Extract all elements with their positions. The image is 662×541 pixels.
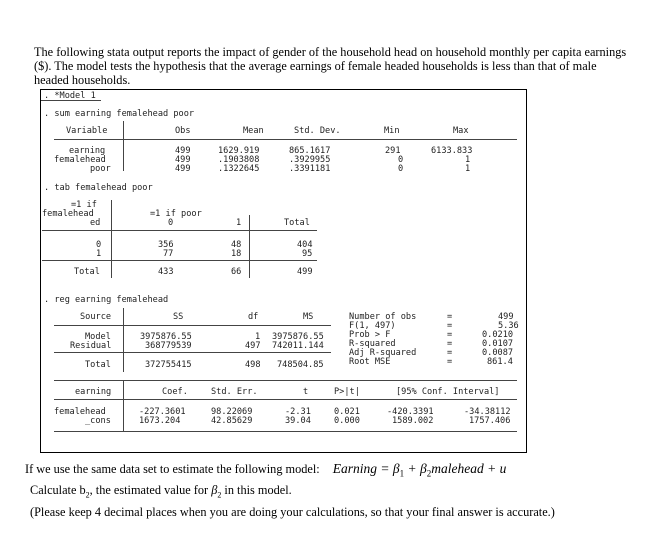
coef-cell: -34.38112 bbox=[464, 407, 511, 417]
coef-bottom-rule bbox=[54, 431, 517, 432]
coef-header-coef: Coef. bbox=[162, 387, 188, 397]
sum-cell: 0 bbox=[398, 155, 404, 165]
fit-stat-equals: = bbox=[447, 330, 453, 340]
anova-cell: 3975876.55 bbox=[272, 332, 324, 342]
fit-stat-value: 5.36 bbox=[498, 321, 519, 331]
coef-cell: 98.22069 bbox=[211, 407, 253, 417]
sum-header-sd: Std. Dev. bbox=[294, 126, 341, 136]
coef-cell: 1589.002 bbox=[392, 416, 434, 426]
tab-cell: 1 bbox=[96, 249, 102, 259]
anova-header-ss: SS bbox=[173, 312, 184, 322]
anova-cell: 368779539 bbox=[145, 341, 192, 351]
coef-cell: 0.000 bbox=[334, 416, 360, 426]
anova-total-rule bbox=[54, 352, 331, 353]
sum-header-mean: Mean bbox=[243, 126, 264, 136]
fit-stat-label: F(1, 497) bbox=[349, 321, 396, 331]
coef-vertical-rule bbox=[123, 381, 124, 431]
anova-header-rule bbox=[54, 325, 331, 326]
tab-row-header-line2: femalehead bbox=[42, 209, 94, 219]
sum-cell: poor bbox=[90, 164, 111, 174]
coef-cell: 39.04 bbox=[285, 416, 311, 426]
question-lead bbox=[25, 462, 506, 481]
coef-header-depvar: earning bbox=[75, 387, 112, 397]
fit-stat-label: Prob > F bbox=[349, 330, 391, 340]
coef-cell: -227.3601 bbox=[139, 407, 186, 417]
sum-vertical-rule bbox=[123, 121, 124, 171]
calc-text-b: , the estimated value for bbox=[89, 483, 212, 497]
beta-symbol bbox=[211, 483, 222, 500]
sum-cell: 6133.833 bbox=[431, 146, 473, 156]
fit-stat-value: 0.0210 bbox=[482, 330, 514, 340]
anova-cell: 1 bbox=[255, 332, 261, 342]
fit-stat-label: Number of obs bbox=[349, 312, 417, 322]
equation-lhs: Earning = β bbox=[332, 461, 400, 476]
calc-instruction bbox=[30, 483, 292, 502]
tab-total-rule bbox=[42, 260, 317, 261]
tab-cell: 404 bbox=[297, 240, 313, 250]
sum-header-variable: Variable bbox=[66, 126, 108, 136]
coef-header-se: Std. Err. bbox=[211, 387, 258, 397]
tab-vertical-rule-right bbox=[249, 215, 250, 278]
anova-vertical-rule bbox=[123, 308, 124, 372]
equation-sub1: 1 bbox=[399, 468, 405, 479]
fit-stat-label: Root MSE bbox=[349, 357, 391, 367]
tab-col-header: =1 if poor bbox=[150, 209, 202, 219]
fit-stat-equals: = bbox=[447, 357, 453, 367]
reg-command: . reg earning femalehead bbox=[44, 295, 169, 305]
sum-cell: 865.1617 bbox=[289, 146, 331, 156]
coef-cell: 42.85629 bbox=[211, 416, 253, 426]
model-equation bbox=[332, 461, 507, 479]
fit-stat-value: 499 bbox=[498, 312, 514, 322]
sum-cell: .3391181 bbox=[289, 164, 331, 174]
beta-letter: β bbox=[211, 483, 218, 497]
tab-cell: 95 bbox=[302, 249, 313, 259]
sum-cell: 1629.919 bbox=[218, 146, 260, 156]
coef-cell: -420.3391 bbox=[387, 407, 434, 417]
tab-cell: 0 bbox=[96, 240, 102, 250]
anova-cell: Model bbox=[85, 332, 111, 342]
anova-cell: Residual bbox=[70, 341, 112, 351]
tab-cell: 66 bbox=[231, 267, 242, 277]
beta-sub: 2 bbox=[217, 490, 222, 500]
comment-underline bbox=[41, 100, 101, 101]
fit-stat-equals: = bbox=[447, 312, 453, 322]
sum-cell: 1 bbox=[465, 164, 471, 174]
coef-cell: 1673.204 bbox=[139, 416, 181, 426]
tab-vertical-rule-left bbox=[111, 200, 112, 278]
anova-cell: 742011.144 bbox=[272, 341, 324, 351]
tab-command: . tab femalehead poor bbox=[44, 183, 153, 193]
sum-cell: 291 bbox=[385, 146, 401, 156]
tab-header-rule bbox=[42, 230, 317, 231]
tab-cell: Total bbox=[74, 267, 100, 277]
coef-cell: _cons bbox=[85, 416, 111, 426]
coef-header-p: P>|t| bbox=[334, 387, 360, 397]
sum-cell: .1903808 bbox=[218, 155, 260, 165]
anova-cell: Total bbox=[85, 360, 111, 370]
sum-cell: .1322645 bbox=[218, 164, 260, 174]
stata-output-box bbox=[40, 89, 527, 453]
sum-header-max: Max bbox=[453, 126, 469, 136]
sum-header-min: Min bbox=[384, 126, 400, 136]
anova-cell: 372755415 bbox=[145, 360, 192, 370]
tab-cell: 356 bbox=[158, 240, 174, 250]
tab-cell: 499 bbox=[297, 267, 313, 277]
sum-header-obs: Obs bbox=[175, 126, 191, 136]
anova-cell: 3975876.55 bbox=[140, 332, 192, 342]
calc-text-a: Calculate b bbox=[30, 483, 86, 497]
coef-header-t: t bbox=[303, 387, 309, 397]
sum-cell: 499 bbox=[175, 155, 191, 165]
fit-stat-label: R-squared bbox=[349, 339, 396, 349]
fit-stat-value: 0.0087 bbox=[482, 348, 514, 358]
intro-paragraph: The following stata output reports the impact of gender of the household head on household monthly per capita earnings ($). The model tests the hypothesis that the average earnings of female headed households is less than that of male headed households. bbox=[34, 45, 627, 87]
equation-rhs: malehead + u bbox=[431, 461, 507, 476]
fit-stat-label: Adj R-squared bbox=[349, 348, 417, 358]
question-lead-text: If we use the same data set to estimate the following model: bbox=[25, 462, 320, 476]
sum-cell: femalehead bbox=[54, 155, 106, 165]
tab-cell: 48 bbox=[231, 240, 242, 250]
fit-stat-equals: = bbox=[447, 339, 453, 349]
anova-cell: 497 bbox=[245, 341, 261, 351]
tab-col-0: 0 bbox=[168, 218, 174, 228]
coef-cell: femalehead bbox=[54, 407, 106, 417]
coef-header-ci: [95% Conf. Interval] bbox=[396, 387, 500, 397]
sum-cell: 499 bbox=[175, 146, 191, 156]
tab-row-header-line3: ed bbox=[90, 218, 101, 228]
fit-stat-value: 861.4 bbox=[487, 357, 513, 367]
tab-row-header-line1: =1 if bbox=[71, 200, 97, 210]
equation-mid: + β bbox=[404, 461, 427, 476]
calc-text-c: in this model. bbox=[221, 483, 292, 497]
sum-cell: 0 bbox=[398, 164, 404, 174]
sum-cell: 499 bbox=[175, 164, 191, 174]
tab-cell: 77 bbox=[163, 249, 174, 259]
sum-cell: 1 bbox=[465, 155, 471, 165]
equation-sub2: 2 bbox=[426, 468, 432, 479]
sum-cell: earning bbox=[69, 146, 106, 156]
tab-col-1: 1 bbox=[236, 218, 242, 228]
fit-stat-value: 0.0107 bbox=[482, 339, 514, 349]
anova-cell: 748504.85 bbox=[277, 360, 324, 370]
tab-total-header: Total bbox=[284, 218, 310, 228]
fit-stat-equals: = bbox=[447, 348, 453, 358]
calc-sub: 2 bbox=[85, 490, 90, 500]
coef-cell: 0.021 bbox=[334, 407, 360, 417]
coef-cell: 1757.406 bbox=[469, 416, 511, 426]
anova-cell: 498 bbox=[245, 360, 261, 370]
anova-header-source: Source bbox=[80, 312, 112, 322]
tab-cell: 433 bbox=[158, 267, 174, 277]
anova-header-df: df bbox=[248, 312, 259, 322]
coef-cell: -2.31 bbox=[285, 407, 311, 417]
model-comment: . *Model 1 bbox=[44, 91, 96, 101]
precision-note: (Please keep 4 decimal places when you are doing your calculations, so that your final answer is accurate.) bbox=[30, 505, 555, 519]
sum-command: . sum earning femalehead poor bbox=[44, 109, 195, 119]
sum-cell: .3929955 bbox=[289, 155, 331, 165]
anova-header-ms: MS bbox=[303, 312, 314, 322]
fit-stat-equals: = bbox=[447, 321, 453, 331]
tab-cell: 18 bbox=[231, 249, 242, 259]
